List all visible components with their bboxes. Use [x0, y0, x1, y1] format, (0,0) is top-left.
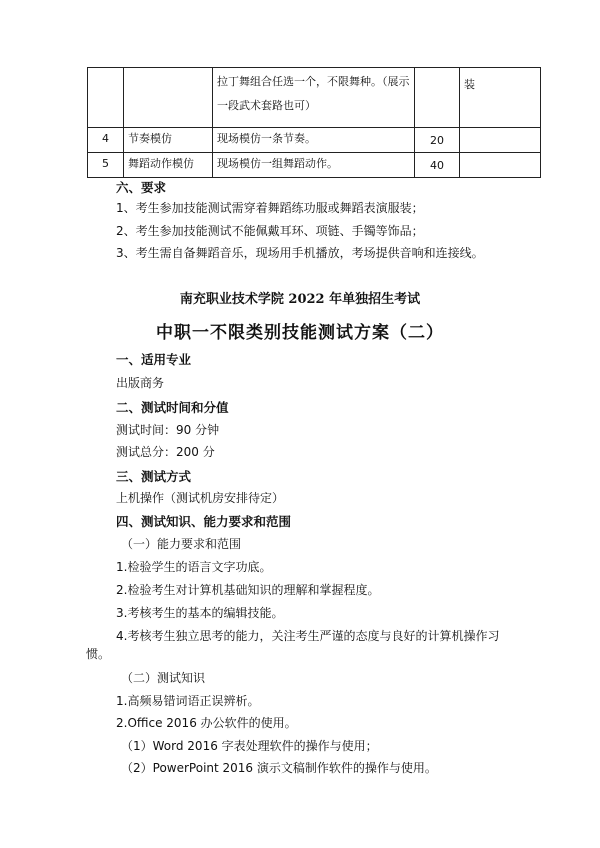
table-cell-remark: [460, 128, 541, 153]
list-item: （1）Word 2016 字表处理软件的操作与使用；: [121, 739, 378, 753]
table-row: [88, 68, 541, 128]
paragraph: 出版商务: [116, 376, 165, 390]
list-item: 1.检验学生的语言文字功底。: [116, 560, 272, 574]
list-item-continuation: 惯。: [86, 647, 111, 661]
list-item: 2.Office 2016 办公软件的使用。: [116, 716, 297, 730]
list-item: 4.考核考生独立思考的能力，关注考生严谨的态度与良好的计算机操作习: [116, 629, 500, 643]
requirement-item: 1、考生参加技能测试需穿着舞蹈练功服或舞蹈表演服装；: [116, 201, 424, 215]
requirements-heading: 六、要求: [116, 180, 167, 195]
subsection-heading: （二）测试知识: [121, 671, 206, 685]
table-cell-score: 40: [415, 153, 460, 178]
table-row: [88, 153, 541, 178]
list-item: （2）PowerPoint 2016 演示文稿制作软件的操作与使用。: [121, 761, 437, 775]
table-cell-item: 舞蹈动作模仿: [124, 153, 213, 178]
document-title: 南充职业技术学院 2022 年单独招生考试: [179, 292, 421, 307]
table-cell-item: 节奏模仿: [124, 128, 213, 153]
document-subtitle: 中职一不限类别技能测试方案（二）: [156, 323, 444, 343]
paragraph: 测试时间：90 分钟: [116, 423, 220, 437]
table-cell-item: [124, 68, 213, 128]
requirement-item: 2、考生参加技能测试不能佩戴耳环、项链、手镯等饰品；: [116, 224, 424, 238]
section-heading: 三、测试方式: [116, 469, 192, 484]
list-item: 3.考核考生的基本的编辑技能。: [116, 606, 284, 620]
section-heading: 二、测试时间和分值: [116, 400, 229, 415]
table-cell-remark: [460, 153, 541, 178]
scoring-table: [87, 67, 541, 178]
table-cell-score: [415, 68, 460, 128]
paragraph: 测试总分：200 分: [116, 445, 215, 459]
table-cell-num: [88, 68, 124, 128]
list-item: 1.高频易错词语正误辨析。: [116, 694, 260, 708]
section-heading: 一、适用专业: [116, 352, 192, 367]
table-cell-content: 现场模仿一组舞蹈动作。: [213, 153, 415, 178]
content-line: 拉丁舞组合任选一个，不限舞种。（展示: [217, 75, 410, 88]
subsection-heading: （一）能力要求和范围: [121, 537, 242, 551]
table-cell-num: 5: [88, 153, 124, 178]
requirement-item: 3、考生需自备舞蹈音乐，现场用手机播放，考场提供音响和连接线。: [116, 246, 484, 260]
table-cell-content: 现场模仿一条节奏。: [213, 128, 415, 153]
paragraph: 上机操作（测试机房安排待定）: [116, 491, 285, 505]
table-cell-remark: 装: [460, 68, 541, 128]
content-line: 一段武术套路也可）: [217, 99, 316, 112]
list-item: 2.检验考生对计算机基础知识的理解和掌握程度。: [116, 583, 380, 597]
table-cell-num: 4: [88, 128, 124, 153]
table-row: [88, 128, 541, 153]
table-cell-score: 20: [415, 128, 460, 153]
section-heading: 四、测试知识、能力要求和范围: [116, 514, 292, 529]
table-cell-content: [213, 68, 415, 128]
